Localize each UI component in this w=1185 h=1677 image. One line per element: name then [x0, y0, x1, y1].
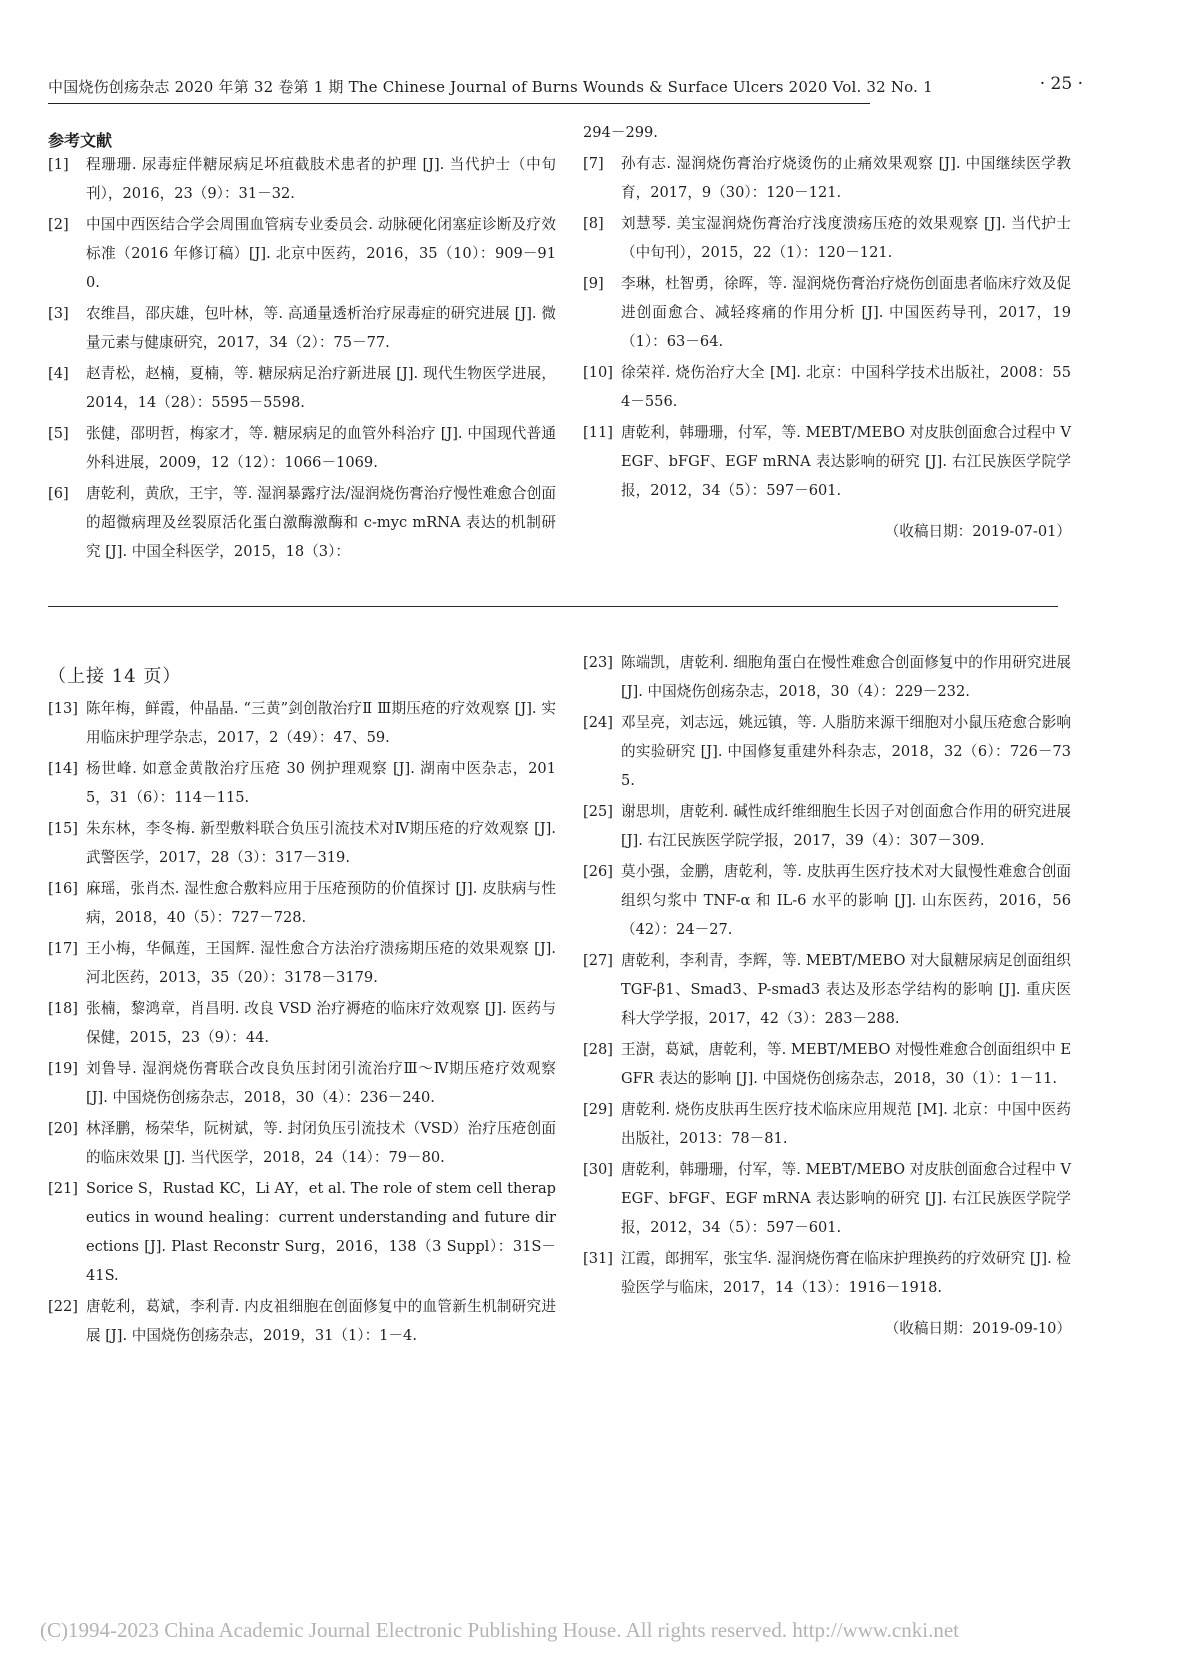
reference-number: [4]: [48, 365, 69, 382]
reference-item: [583, 946, 1071, 1033]
reference-item: [48, 934, 556, 992]
reference-item: [583, 708, 1071, 795]
reference-text: 农维昌，邵庆雄，包叶林，等. 高通量透析治疗尿毒症的研究进展 [J]. 微量元素与健康研究，2017，34（2）：75－77.: [86, 305, 556, 351]
reference-number: [2]: [48, 216, 69, 233]
reference-text: 张健，邵明哲，梅家才，等. 糖尿病足的血管外科治疗 [J]. 中国现代普通外科进展，2009，12（12）：1066－1069.: [86, 425, 556, 471]
reference-number: [27]: [583, 952, 613, 969]
reference-number: [15]: [48, 820, 78, 837]
reference-text: 徐荣祥. 烧伤治疗大全 [M]. 北京：中国科学技术出版社，2008：554－556.: [621, 364, 1071, 410]
reference-text: 林泽鹏，杨荣华，阮树斌，等. 封闭负压引流技术（VSD）治疗压疮创面的临床效果 [J]. 当代医学，2018，24（14）：79－80.: [86, 1120, 556, 1166]
reference-item: [48, 1054, 556, 1112]
reference-number: [23]: [583, 654, 613, 671]
page-number: · 25 ·: [1039, 74, 1083, 94]
reference-text: 莫小强，金鹏，唐乾利，等. 皮肤再生医疗技术对大鼠慢性难愈合创面组织匀浆中 TNF-α 和 IL-6 水平的影响 [J]. 山东医药，2016，56（42）：24－27.: [621, 863, 1071, 938]
reference-text: 唐乾利. 烧伤皮肤再生医疗技术临床应用规范 [M]. 北京：中国中医药出版社，2013：78－81.: [621, 1101, 1071, 1147]
reference-number: [11]: [583, 424, 613, 441]
reference-text: 陈年梅，鲜霞，仲晶晶. “三黄”剑创散治疗Ⅱ Ⅲ期压疮的疗效观察 [J]. 实用临床护理学杂志，2017，2（49）：47、59.: [86, 700, 556, 746]
reference-item: [48, 814, 556, 872]
received-date: （收稿日期：2019-07-01）: [884, 523, 1071, 540]
reference-number: [10]: [583, 364, 613, 381]
reference-text: 唐乾利，葛斌，李利青. 内皮祖细胞在创面修复中的血管新生机制研究进展 [J]. 中国烧伤创疡杂志，2019，31（1）：1－4.: [86, 1298, 556, 1344]
reference-text: 唐乾利，韩珊珊，付军，等. MEBT/MEBO 对皮肤创面愈合过程中 VEGF、bFGF、EGF mRNA 表达影响的研究 [J]. 右江民族医学院学报，2012，34（5）：597－601.: [621, 424, 1071, 499]
reference-number: [14]: [48, 760, 78, 777]
reference-item: [583, 648, 1071, 706]
reference-number: [26]: [583, 863, 613, 880]
reference-item: [48, 359, 556, 417]
reference-number: [16]: [48, 880, 78, 897]
reference-text: 赵青松，赵楠，夏楠，等. 糖尿病足治疗新进展 [J]. 现代生物医学进展，2014，14（28）：5595－5598.: [86, 365, 556, 411]
reference-item: [48, 419, 556, 477]
reference-text: 程珊珊. 尿毒症伴糖尿病足坏疽截肢术患者的护理 [J]. 当代护士（中旬刊），2016，23（9）：31－32.: [86, 156, 556, 202]
reference-item: [583, 209, 1071, 267]
reference-number: [9]: [583, 275, 604, 292]
reference-item: [583, 797, 1071, 855]
reference-continuation: 294－299.: [583, 124, 658, 141]
reference-text: 陈端凯，唐乾利. 细胞角蛋白在慢性难愈合创面修复中的作用研究进展 [J]. 中国烧伤创疡杂志，2018，30（4）：229－232.: [621, 654, 1071, 700]
continued-from-note: （上接 14 页）: [48, 666, 182, 687]
reference-text: 孙有志. 湿润烧伤膏治疗烧烫伤的止痛效果观察 [J]. 中国继续医学教育，2017，9（30）：120－121.: [621, 155, 1071, 201]
reference-text: 唐乾利，黄欣，王宇，等. 湿润暴露疗法/湿润烧伤膏治疗慢性难愈合创面的超微病理及丝裂原活化蛋白激酶激酶和 c-myc mRNA 表达的机制研究 [J]. 中国全科医学，2015，18（3）：: [86, 485, 556, 560]
reference-item: [48, 994, 556, 1052]
bottom-right-reference-list: [583, 648, 1071, 1302]
reference-number: [24]: [583, 714, 613, 731]
reference-item: [48, 299, 556, 357]
reference-item: [48, 150, 556, 208]
reference-text: 刘鲁导. 湿润烧伤膏联合改良负压封闭引流治疗Ⅲ～Ⅳ期压疮疗效观察 [J]. 中国烧伤创疡杂志，2018，30（4）：236－240.: [86, 1060, 556, 1106]
reference-item: [583, 418, 1071, 505]
reference-item: [583, 1095, 1071, 1153]
reference-number: [28]: [583, 1041, 613, 1058]
reference-item: [48, 874, 556, 932]
reference-item: [48, 1174, 556, 1290]
reference-text: 刘慧琴. 美宝湿润烧伤膏治疗浅度溃疡压疮的效果观察 [J]. 当代护士（中旬刊），2015，22（1）：120－121.: [621, 215, 1071, 261]
reference-item: [583, 857, 1071, 944]
header-rule: [48, 103, 870, 104]
top-right-reference-list: [583, 149, 1071, 505]
top-right-reference-column: [583, 118, 1071, 546]
reference-item: [583, 358, 1071, 416]
reference-text: 张楠，黎鸿章，肖昌明. 改良 VSD 治疗褥疮的临床疗效观察 [J]. 医药与保健，2015，23（9）：44.: [86, 1000, 556, 1046]
reference-text: 邓呈亮，刘志远，姚远镇，等. 人脂肪来源干细胞对小鼠压疮愈合影响的实验研究 [J]. 中国修复重建外科杂志，2018，32（6）：726－735.: [621, 714, 1071, 789]
reference-item: [48, 1114, 556, 1172]
reference-number: [7]: [583, 155, 604, 172]
reference-number: [20]: [48, 1120, 78, 1137]
reference-number: [13]: [48, 700, 78, 717]
article-divider: [48, 606, 1058, 607]
reference-item: [583, 269, 1071, 356]
references-heading: 参考文献: [48, 131, 113, 150]
reference-text: 王小梅，华佩莲，王国辉. 湿性愈合方法治疗溃疡期压疮的效果观察 [J]. 河北医药，2013，35（20）：3178－3179.: [86, 940, 556, 986]
reference-number: [19]: [48, 1060, 78, 1077]
top-left-reference-column: [48, 150, 556, 568]
reference-item: [48, 1292, 556, 1350]
reference-item: [583, 149, 1071, 207]
bottom-right-reference-column: [583, 648, 1071, 1343]
reference-item: [48, 479, 556, 566]
reference-item: [48, 210, 556, 297]
bottom-left-reference-column: [48, 694, 556, 1352]
running-header: [48, 72, 1083, 100]
reference-text: 朱东林，李冬梅. 新型敷料联合负压引流技术对Ⅳ期压疮的疗效观察 [J]. 武警医学，2017，28（3）：317－319.: [86, 820, 556, 866]
reference-item: [48, 694, 556, 752]
reference-number: [30]: [583, 1161, 613, 1178]
reference-number: [3]: [48, 305, 69, 322]
journal-citation: 中国烧伤创疡杂志 2020 年第 32 卷第 1 期 The Chinese Journal of Burns Wounds & Surface Ulcers 2020 Vol. 32 No. 1: [48, 78, 933, 96]
reference-number: [29]: [583, 1101, 613, 1118]
copyright-watermark: (C)1994-2023 China Academic Journal Electronic Publishing House. All rights reserved. http://www.cnki.net: [40, 1618, 959, 1642]
reference-number: [5]: [48, 425, 69, 442]
reference-number: [31]: [583, 1250, 613, 1267]
reference-item: [583, 1155, 1071, 1242]
reference-number: [22]: [48, 1298, 78, 1315]
reference-text: 杨世峰. 如意金黄散治疗压疮 30 例护理观察 [J]. 湖南中医杂志，2015，31（6）：114－115.: [86, 760, 556, 806]
received-date: （收稿日期：2019-09-10）: [884, 1320, 1071, 1337]
reference-item: [583, 1244, 1071, 1302]
reference-text: 中国中西医结合学会周围血管病专业委员会. 动脉硬化闭塞症诊断及疗效标准（2016 年修订稿）[J]. 北京中医药，2016，35（10）：909－910.: [86, 216, 556, 291]
reference-text: 江霞，郎拥军，张宝华. 湿润烧伤膏在临床护理换药的疗效研究 [J]. 检验医学与临床，2017，14（13）：1916－1918.: [621, 1250, 1071, 1296]
reference-text: 麻瑶，张肖杰. 湿性愈合敷料应用于压疮预防的价值探讨 [J]. 皮肤病与性病，2018，40（5）：727－728.: [86, 880, 556, 926]
reference-text: Sorice S，Rustad KC，Li AY，et al. The role of stem cell therapeutics in wound healing：current understanding and future directions [J]. Plast Reconstr Surg，2016，138（3 Suppl）：31S－41S.: [86, 1180, 556, 1284]
reference-number: [21]: [48, 1180, 78, 1197]
reference-number: [25]: [583, 803, 613, 820]
reference-text: 王澍，葛斌，唐乾利，等. MEBT/MEBO 对慢性难愈合创面组织中 EGFR 表达的影响 [J]. 中国烧伤创疡杂志，2018，30（1）：1－11.: [621, 1041, 1071, 1087]
reference-text: 李琳，杜智勇，徐晖，等. 湿润烧伤膏治疗烧伤创面患者临床疗效及促进创面愈合、减轻疼痛的作用分析 [J]. 中国医药导刊，2017，19（1）：63－64.: [621, 275, 1071, 350]
reference-number: [8]: [583, 215, 604, 232]
reference-text: 唐乾利，韩珊珊，付军，等. MEBT/MEBO 对皮肤创面愈合过程中 VEGF、bFGF、EGF mRNA 表达影响的研究 [J]. 右江民族医学院学报，2012，34（5）：597－601.: [621, 1161, 1071, 1236]
reference-number: [17]: [48, 940, 78, 957]
reference-number: [18]: [48, 1000, 78, 1017]
reference-number: [6]: [48, 485, 69, 502]
reference-number: [1]: [48, 156, 69, 173]
reference-text: 谢思圳，唐乾利. 碱性成纤维细胞生长因子对创面愈合作用的研究进展 [J]. 右江民族医学院学报，2017，39（4）：307－309.: [621, 803, 1071, 849]
reference-item: [583, 1035, 1071, 1093]
reference-text: 唐乾利，李利青，李辉，等. MEBT/MEBO 对大鼠糖尿病足创面组织 TGF-β1、Smad3、P-smad3 表达及形态学结构的影响 [J]. 重庆医科大学学报，2017，42（3）：283－288.: [621, 952, 1071, 1027]
reference-item: [48, 754, 556, 812]
